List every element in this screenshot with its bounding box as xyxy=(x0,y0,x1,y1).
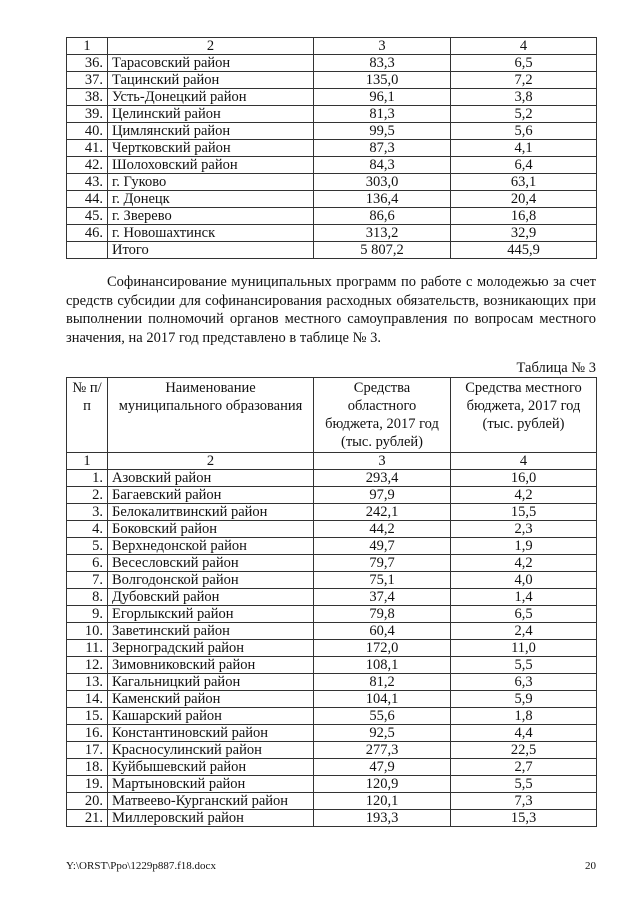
regional-budget: 44,2 xyxy=(314,521,451,538)
row-number: 43. xyxy=(67,174,108,191)
paragraph-first-line: Софинансирование муниципальных программ по работе с молодежью за счет xyxy=(107,274,596,290)
municipality-name: Цимлянский район xyxy=(108,123,314,140)
municipality-name: Белокалитвинский район xyxy=(108,504,314,521)
municipality-name: Боковский район xyxy=(108,521,314,538)
table-row xyxy=(67,208,597,225)
regional-budget: 37,4 xyxy=(314,589,451,606)
row-number: 18. xyxy=(67,759,108,776)
local-budget: 4,2 xyxy=(451,487,597,504)
table-row xyxy=(67,793,597,810)
regional-budget: 60,4 xyxy=(314,623,451,640)
table-row xyxy=(67,191,597,208)
page-content xyxy=(66,37,596,827)
col-number: 1 xyxy=(67,453,108,470)
table-row xyxy=(67,725,597,742)
row-number: 44. xyxy=(67,191,108,208)
table-row xyxy=(67,521,597,538)
row-number: 6. xyxy=(67,555,108,572)
regional-budget: 81,3 xyxy=(314,106,451,123)
row-number: 13. xyxy=(67,674,108,691)
municipality-name: Миллеровский район xyxy=(108,810,314,827)
table-row xyxy=(67,140,597,157)
local-budget: 15,3 xyxy=(451,810,597,827)
regional-budget: 293,4 xyxy=(314,470,451,487)
local-budget: 32,9 xyxy=(451,225,597,242)
regional-budget: 87,3 xyxy=(314,140,451,157)
header-num: № п/п xyxy=(67,378,108,453)
regional-budget: 104,1 xyxy=(314,691,451,708)
local-budget: 2,7 xyxy=(451,759,597,776)
local-budget: 4,4 xyxy=(451,725,597,742)
regional-budget: 303,0 xyxy=(314,174,451,191)
row-number: 3. xyxy=(67,504,108,521)
local-budget: 6,3 xyxy=(451,674,597,691)
column-number-row xyxy=(67,38,597,55)
regional-budget: 5 807,2 xyxy=(314,242,451,259)
row-number: 8. xyxy=(67,589,108,606)
municipality-name: г. Гуково xyxy=(108,174,314,191)
regional-budget: 277,3 xyxy=(314,742,451,759)
local-budget: 6,4 xyxy=(451,157,597,174)
regional-budget: 120,1 xyxy=(314,793,451,810)
local-budget: 3,8 xyxy=(451,89,597,106)
regional-budget: 96,1 xyxy=(314,89,451,106)
row-number: 45. xyxy=(67,208,108,225)
municipality-name: Тацинский район xyxy=(108,72,314,89)
local-budget: 15,5 xyxy=(451,504,597,521)
municipality-name: Весесловский район xyxy=(108,555,314,572)
regional-budget: 86,6 xyxy=(314,208,451,225)
table-row xyxy=(67,810,597,827)
municipality-name: Азовский район xyxy=(108,470,314,487)
local-budget: 4,0 xyxy=(451,572,597,589)
header-name: Наименование муниципального образования xyxy=(108,378,314,453)
regional-budget: 81,2 xyxy=(314,674,451,691)
municipality-name: Заветинский район xyxy=(108,623,314,640)
local-budget: 7,3 xyxy=(451,793,597,810)
local-budget: 16,0 xyxy=(451,470,597,487)
municipality-name: Красносулинский район xyxy=(108,742,314,759)
regional-budget: 55,6 xyxy=(314,708,451,725)
row-number: 14. xyxy=(67,691,108,708)
regional-budget: 108,1 xyxy=(314,657,451,674)
col-number: 4 xyxy=(451,453,597,470)
table-row xyxy=(67,572,597,589)
table-3 xyxy=(66,377,597,827)
footer-file-path: Y:\ORST\Ppo\1229p887.f18.docx xyxy=(66,860,216,872)
header-local: Средства местного бюджета, 2017 год (тыс. рублей) xyxy=(451,378,597,453)
local-budget: 1,8 xyxy=(451,708,597,725)
municipality-name: Чертковский район xyxy=(108,140,314,157)
municipality-name: Зимовниковский район xyxy=(108,657,314,674)
table-row xyxy=(67,691,597,708)
municipality-name: г. Донецк xyxy=(108,191,314,208)
table-row xyxy=(67,504,597,521)
row-number: 21. xyxy=(67,810,108,827)
regional-budget: 193,3 xyxy=(314,810,451,827)
regional-budget: 79,8 xyxy=(314,606,451,623)
local-budget: 22,5 xyxy=(451,742,597,759)
municipality-name: Зерноградский район xyxy=(108,640,314,657)
regional-budget: 49,7 xyxy=(314,538,451,555)
row-number: 4. xyxy=(67,521,108,538)
municipality-name: Матвеево-Курганский район xyxy=(108,793,314,810)
table-row xyxy=(67,55,597,72)
regional-budget: 99,5 xyxy=(314,123,451,140)
table-row xyxy=(67,640,597,657)
municipality-name: Усть-Донецкий район xyxy=(108,89,314,106)
table-caption: Таблица № 3 xyxy=(516,360,596,376)
total-row xyxy=(67,242,597,259)
local-budget: 11,0 xyxy=(451,640,597,657)
regional-budget: 135,0 xyxy=(314,72,451,89)
municipality-name: г. Зверево xyxy=(108,208,314,225)
regional-budget: 120,9 xyxy=(314,776,451,793)
regional-budget: 136,4 xyxy=(314,191,451,208)
regional-budget: 75,1 xyxy=(314,572,451,589)
municipality-name: Мартыновский район xyxy=(108,776,314,793)
header-regional: Средства областного бюджета, 2017 год (тыс. рублей) xyxy=(314,378,451,453)
municipality-name: г. Новошахтинск xyxy=(108,225,314,242)
row-number: 9. xyxy=(67,606,108,623)
local-budget: 5,2 xyxy=(451,106,597,123)
paragraph-rest: средств субсидии для софинансирования расходных обязательств, возникающих при выполнении полномочий органов местного самоуправления по вопросам местного значения, на 2017 год представлено в таблице № 3. xyxy=(66,292,596,346)
municipality-name: Егорлыкский район xyxy=(108,606,314,623)
table-row xyxy=(67,742,597,759)
table-row xyxy=(67,538,597,555)
local-budget: 1,9 xyxy=(451,538,597,555)
municipality-name: Шолоховский район xyxy=(108,157,314,174)
regional-budget: 84,3 xyxy=(314,157,451,174)
row-number: 41. xyxy=(67,140,108,157)
page-number: 20 xyxy=(585,860,596,872)
row-number: 39. xyxy=(67,106,108,123)
local-budget: 6,5 xyxy=(451,55,597,72)
local-budget: 16,8 xyxy=(451,208,597,225)
municipality-name: Тарасовский район xyxy=(108,55,314,72)
local-budget: 5,5 xyxy=(451,657,597,674)
col-number: 3 xyxy=(314,453,451,470)
col-number: 2 xyxy=(108,38,314,55)
local-budget: 4,2 xyxy=(451,555,597,572)
row-number: 5. xyxy=(67,538,108,555)
table-row xyxy=(67,657,597,674)
row-number: 12. xyxy=(67,657,108,674)
row-number: 10. xyxy=(67,623,108,640)
local-budget: 2,4 xyxy=(451,623,597,640)
table-row xyxy=(67,555,597,572)
row-number: 16. xyxy=(67,725,108,742)
table-row xyxy=(67,623,597,640)
row-number: 2. xyxy=(67,487,108,504)
table-row xyxy=(67,776,597,793)
row-number: 17. xyxy=(67,742,108,759)
municipality-name: Кашарский район xyxy=(108,708,314,725)
local-budget: 63,1 xyxy=(451,174,597,191)
table-row xyxy=(67,225,597,242)
table-row xyxy=(67,487,597,504)
municipality-name: Каменский район xyxy=(108,691,314,708)
col-number: 3 xyxy=(314,38,451,55)
row-number: 42. xyxy=(67,157,108,174)
municipality-name: Целинский район xyxy=(108,106,314,123)
local-budget: 7,2 xyxy=(451,72,597,89)
col-number: 1 xyxy=(67,38,108,55)
row-number: 19. xyxy=(67,776,108,793)
row-number: 37. xyxy=(67,72,108,89)
local-budget: 5,9 xyxy=(451,691,597,708)
table-row xyxy=(67,470,597,487)
row-number: 1. xyxy=(67,470,108,487)
column-number-row xyxy=(67,453,597,470)
regional-budget: 92,5 xyxy=(314,725,451,742)
header-row xyxy=(67,378,597,453)
local-budget: 5,6 xyxy=(451,123,597,140)
regional-budget: 313,2 xyxy=(314,225,451,242)
regional-budget: 79,7 xyxy=(314,555,451,572)
table-row xyxy=(67,674,597,691)
row-number xyxy=(67,242,108,259)
municipality-name: Дубовский район xyxy=(108,589,314,606)
local-budget: 1,4 xyxy=(451,589,597,606)
regional-budget: 172,0 xyxy=(314,640,451,657)
municipality-name: Волгодонской район xyxy=(108,572,314,589)
col-number: 4 xyxy=(451,38,597,55)
table-row xyxy=(67,106,597,123)
regional-budget: 47,9 xyxy=(314,759,451,776)
municipality-name: Куйбышевский район xyxy=(108,759,314,776)
municipality-name: Кагальницкий район xyxy=(108,674,314,691)
table-row xyxy=(67,759,597,776)
table-row xyxy=(67,72,597,89)
row-number: 38. xyxy=(67,89,108,106)
local-budget: 2,3 xyxy=(451,521,597,538)
table-row xyxy=(67,157,597,174)
row-number: 46. xyxy=(67,225,108,242)
body-paragraph xyxy=(66,273,596,347)
row-number: 7. xyxy=(67,572,108,589)
table-row xyxy=(67,589,597,606)
municipality-name: Константиновский район xyxy=(108,725,314,742)
table-row xyxy=(67,174,597,191)
row-number: 11. xyxy=(67,640,108,657)
municipality-name: Багаевский район xyxy=(108,487,314,504)
local-budget: 20,4 xyxy=(451,191,597,208)
local-budget: 4,1 xyxy=(451,140,597,157)
municipality-name: Верхнедонской район xyxy=(108,538,314,555)
table-row xyxy=(67,123,597,140)
table-row xyxy=(67,606,597,623)
col-number: 2 xyxy=(108,453,314,470)
municipality-name: Итого xyxy=(108,242,314,259)
table-2-continued xyxy=(66,37,597,259)
row-number: 15. xyxy=(67,708,108,725)
row-number: 40. xyxy=(67,123,108,140)
local-budget: 5,5 xyxy=(451,776,597,793)
table-row xyxy=(67,708,597,725)
regional-budget: 242,1 xyxy=(314,504,451,521)
local-budget: 6,5 xyxy=(451,606,597,623)
row-number: 20. xyxy=(67,793,108,810)
regional-budget: 83,3 xyxy=(314,55,451,72)
local-budget: 445,9 xyxy=(451,242,597,259)
table-row xyxy=(67,89,597,106)
row-number: 36. xyxy=(67,55,108,72)
regional-budget: 97,9 xyxy=(314,487,451,504)
